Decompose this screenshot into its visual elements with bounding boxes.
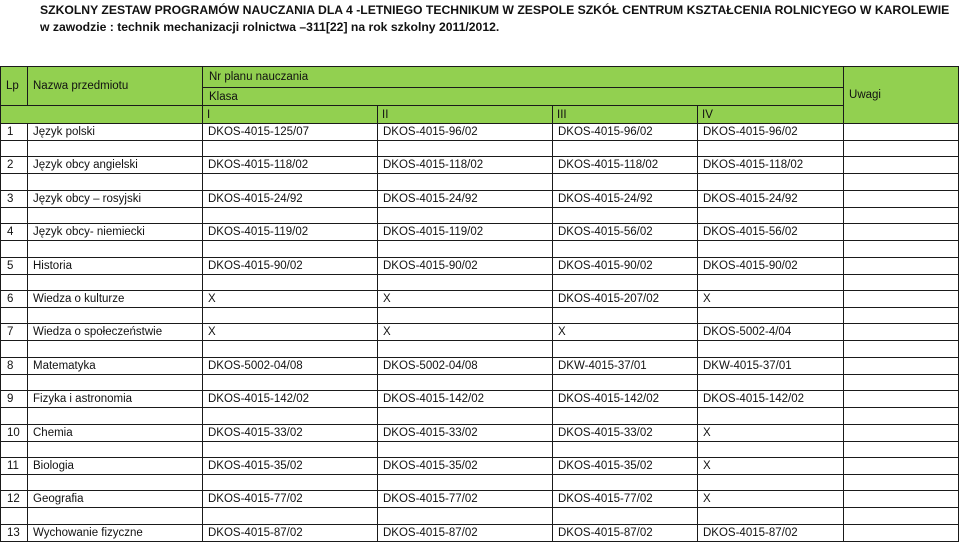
row-subject: Język polski bbox=[28, 124, 203, 141]
row-class-ii-plan: DKOS-4015-118/02 bbox=[378, 157, 553, 174]
spacer-cell bbox=[844, 474, 959, 490]
header-notes: Uwagi bbox=[844, 67, 959, 124]
table-row bbox=[1, 224, 959, 241]
spacer-cell bbox=[553, 274, 698, 290]
spacer-cell bbox=[28, 307, 203, 323]
spacer-cell bbox=[698, 141, 844, 157]
row-subject: Język obcy- niemiecki bbox=[28, 224, 203, 241]
spacer-cell bbox=[844, 241, 959, 257]
spacer-cell bbox=[203, 307, 378, 323]
row-class-iii-plan: DKOS-4015-142/02 bbox=[553, 391, 698, 408]
spacer-cell bbox=[1, 307, 28, 323]
spacer-cell bbox=[1, 207, 28, 223]
table-row bbox=[1, 424, 959, 441]
spacer-cell bbox=[553, 408, 698, 424]
spacer-cell bbox=[378, 341, 553, 357]
row-class-iii-plan: DKOS-4015-90/02 bbox=[553, 257, 698, 274]
row-class-iv-plan: X bbox=[698, 457, 844, 474]
row-lp: 5 bbox=[1, 257, 28, 274]
row-notes bbox=[844, 190, 959, 207]
header-class-iv: IV bbox=[698, 106, 844, 124]
spacer-cell bbox=[553, 141, 698, 157]
spacer-cell bbox=[28, 274, 203, 290]
row-class-iii-plan: DKOS-4015-24/92 bbox=[553, 190, 698, 207]
row-class-i-plan: DKOS-4015-33/02 bbox=[203, 424, 378, 441]
table-spacer-row bbox=[1, 241, 959, 257]
spacer-cell bbox=[378, 207, 553, 223]
row-notes bbox=[844, 524, 959, 541]
row-subject: Geografia bbox=[28, 491, 203, 508]
row-notes bbox=[844, 324, 959, 341]
row-lp: 7 bbox=[1, 324, 28, 341]
row-subject: Język obcy – rosyjski bbox=[28, 190, 203, 207]
row-lp: 3 bbox=[1, 190, 28, 207]
row-class-i-plan: DKOS-4015-119/02 bbox=[203, 224, 378, 241]
spacer-cell bbox=[553, 374, 698, 390]
spacer-cell bbox=[553, 474, 698, 490]
row-subject: Historia bbox=[28, 257, 203, 274]
header-class-i: I bbox=[203, 106, 378, 124]
row-class-iii-plan: DKOS-4015-207/02 bbox=[553, 290, 698, 307]
spacer-cell bbox=[28, 174, 203, 190]
spacer-cell bbox=[378, 374, 553, 390]
table-row bbox=[1, 124, 959, 141]
spacer-cell bbox=[203, 441, 378, 457]
row-notes bbox=[844, 224, 959, 241]
table-row bbox=[1, 491, 959, 508]
row-subject: Fizyka i astronomia bbox=[28, 391, 203, 408]
spacer-cell bbox=[698, 241, 844, 257]
row-lp: 4 bbox=[1, 224, 28, 241]
row-subject: Chemia bbox=[28, 424, 203, 441]
row-notes bbox=[844, 457, 959, 474]
table-row bbox=[1, 391, 959, 408]
row-lp: 12 bbox=[1, 491, 28, 508]
spacer-cell bbox=[844, 441, 959, 457]
row-class-ii-plan: X bbox=[378, 324, 553, 341]
spacer-cell bbox=[378, 307, 553, 323]
row-notes bbox=[844, 290, 959, 307]
row-class-ii-plan: X bbox=[378, 290, 553, 307]
spacer-cell bbox=[28, 141, 203, 157]
header-title-line-1: SZKOLNY ZESTAW PROGRAMÓW NAUCZANIA DLA 4 -LETNIEGO TECHNIKUM W ZESPOLE SZKÓŁ CENTRUM KSZTAŁCENIA ROLNICYEGO W KAROLEWIE bbox=[40, 3, 950, 17]
spacer-cell bbox=[378, 241, 553, 257]
row-class-i-plan: DKOS-5002-04/08 bbox=[203, 357, 378, 374]
row-subject: Język obcy angielski bbox=[28, 157, 203, 174]
header-title-line-2: w zawodzie : technik mechanizacji rolnictwa –311[22] na rok szkolny 2011/2012. bbox=[40, 20, 500, 34]
spacer-cell bbox=[844, 141, 959, 157]
row-lp: 10 bbox=[1, 424, 28, 441]
spacer-cell bbox=[698, 174, 844, 190]
table-spacer-row bbox=[1, 474, 959, 490]
curriculum-table bbox=[0, 66, 959, 542]
table-row bbox=[1, 357, 959, 374]
table-spacer-row bbox=[1, 174, 959, 190]
spacer-cell bbox=[698, 307, 844, 323]
spacer-cell bbox=[844, 307, 959, 323]
row-class-i-plan: DKOS-4015-35/02 bbox=[203, 457, 378, 474]
spacer-cell bbox=[1, 408, 28, 424]
row-class-iii-plan: DKOS-4015-33/02 bbox=[553, 424, 698, 441]
row-notes bbox=[844, 124, 959, 141]
row-class-ii-plan: DKOS-4015-77/02 bbox=[378, 491, 553, 508]
table-row bbox=[1, 290, 959, 307]
header-class-iii: III bbox=[553, 106, 698, 124]
row-class-iv-plan: DKOS-4015-142/02 bbox=[698, 391, 844, 408]
row-notes bbox=[844, 391, 959, 408]
row-subject: Biologia bbox=[28, 457, 203, 474]
row-class-iii-plan: X bbox=[553, 324, 698, 341]
table-spacer-row bbox=[1, 374, 959, 390]
spacer-cell bbox=[1, 341, 28, 357]
spacer-cell bbox=[378, 274, 553, 290]
spacer-cell bbox=[203, 341, 378, 357]
row-class-iv-plan: DKOS-4015-56/02 bbox=[698, 224, 844, 241]
row-class-iii-plan: DKOS-4015-118/02 bbox=[553, 157, 698, 174]
row-class-iv-plan: DKOS-5002-4/04 bbox=[698, 324, 844, 341]
spacer-cell bbox=[28, 508, 203, 524]
row-class-iii-plan: DKOS-4015-87/02 bbox=[553, 524, 698, 541]
row-class-ii-plan: DKOS-4015-24/92 bbox=[378, 190, 553, 207]
spacer-cell bbox=[203, 508, 378, 524]
spacer-cell bbox=[28, 408, 203, 424]
row-class-i-plan: DKOS-4015-125/07 bbox=[203, 124, 378, 141]
spacer-cell bbox=[1, 374, 28, 390]
header-blank bbox=[1, 106, 203, 124]
row-notes bbox=[844, 491, 959, 508]
spacer-cell bbox=[698, 408, 844, 424]
table-row bbox=[1, 190, 959, 207]
spacer-cell bbox=[553, 341, 698, 357]
row-class-ii-plan: DKOS-4015-96/02 bbox=[378, 124, 553, 141]
spacer-cell bbox=[553, 174, 698, 190]
table-row bbox=[1, 457, 959, 474]
spacer-cell bbox=[28, 441, 203, 457]
row-class-iii-plan: DKOS-4015-56/02 bbox=[553, 224, 698, 241]
table-row bbox=[1, 324, 959, 341]
spacer-cell bbox=[378, 174, 553, 190]
row-class-i-plan: X bbox=[203, 290, 378, 307]
spacer-cell bbox=[553, 307, 698, 323]
row-class-iv-plan: DKOS-4015-118/02 bbox=[698, 157, 844, 174]
spacer-cell bbox=[203, 474, 378, 490]
spacer-cell bbox=[1, 474, 28, 490]
row-lp: 11 bbox=[1, 457, 28, 474]
row-class-i-plan: DKOS-4015-77/02 bbox=[203, 491, 378, 508]
row-class-iv-plan: X bbox=[698, 491, 844, 508]
row-class-i-plan: X bbox=[203, 324, 378, 341]
table-body bbox=[1, 124, 959, 542]
row-class-iii-plan: DKOS-4015-96/02 bbox=[553, 124, 698, 141]
spacer-cell bbox=[844, 174, 959, 190]
document-header bbox=[40, 2, 950, 36]
row-subject: Wiedza o kulturze bbox=[28, 290, 203, 307]
spacer-cell bbox=[698, 274, 844, 290]
row-class-ii-plan: DKOS-4015-90/02 bbox=[378, 257, 553, 274]
spacer-cell bbox=[203, 241, 378, 257]
spacer-cell bbox=[28, 207, 203, 223]
row-class-ii-plan: DKOS-4015-87/02 bbox=[378, 524, 553, 541]
spacer-cell bbox=[698, 441, 844, 457]
spacer-cell bbox=[698, 207, 844, 223]
row-class-ii-plan: DKOS-4015-35/02 bbox=[378, 457, 553, 474]
row-class-iv-plan: X bbox=[698, 424, 844, 441]
row-class-i-plan: DKOS-4015-90/02 bbox=[203, 257, 378, 274]
spacer-cell bbox=[844, 408, 959, 424]
spacer-cell bbox=[378, 408, 553, 424]
table-spacer-row bbox=[1, 307, 959, 323]
header-class-ii: II bbox=[378, 106, 553, 124]
table-row bbox=[1, 257, 959, 274]
row-notes bbox=[844, 357, 959, 374]
table-row bbox=[1, 157, 959, 174]
row-class-ii-plan: DKOS-5002-04/08 bbox=[378, 357, 553, 374]
row-class-iv-plan: DKOS-4015-90/02 bbox=[698, 257, 844, 274]
spacer-cell bbox=[553, 241, 698, 257]
spacer-cell bbox=[844, 341, 959, 357]
row-class-iii-plan: DKOS-4015-77/02 bbox=[553, 491, 698, 508]
spacer-cell bbox=[1, 274, 28, 290]
spacer-cell bbox=[378, 141, 553, 157]
row-class-ii-plan: DKOS-4015-33/02 bbox=[378, 424, 553, 441]
spacer-cell bbox=[553, 508, 698, 524]
spacer-cell bbox=[28, 241, 203, 257]
row-lp: 6 bbox=[1, 290, 28, 307]
spacer-cell bbox=[378, 508, 553, 524]
row-class-iv-plan: DKOS-4015-24/92 bbox=[698, 190, 844, 207]
row-class-iii-plan: DKOS-4015-35/02 bbox=[553, 457, 698, 474]
row-subject: Wychowanie fizyczne bbox=[28, 524, 203, 541]
row-notes bbox=[844, 424, 959, 441]
spacer-cell bbox=[844, 508, 959, 524]
spacer-cell bbox=[378, 474, 553, 490]
row-lp: 13 bbox=[1, 524, 28, 541]
spacer-cell bbox=[1, 508, 28, 524]
spacer-cell bbox=[1, 241, 28, 257]
spacer-cell bbox=[698, 374, 844, 390]
row-class-ii-plan: DKOS-4015-119/02 bbox=[378, 224, 553, 241]
header-plan-number: Nr planu nauczania bbox=[203, 67, 844, 88]
table-spacer-row bbox=[1, 441, 959, 457]
row-class-i-plan: DKOS-4015-87/02 bbox=[203, 524, 378, 541]
table-spacer-row bbox=[1, 274, 959, 290]
spacer-cell bbox=[1, 441, 28, 457]
spacer-cell bbox=[553, 207, 698, 223]
row-lp: 1 bbox=[1, 124, 28, 141]
spacer-cell bbox=[203, 408, 378, 424]
table-spacer-row bbox=[1, 207, 959, 223]
spacer-cell bbox=[203, 274, 378, 290]
row-subject: Matematyka bbox=[28, 357, 203, 374]
spacer-cell bbox=[28, 341, 203, 357]
spacer-cell bbox=[698, 474, 844, 490]
row-class-iv-plan: DKW-4015-37/01 bbox=[698, 357, 844, 374]
row-class-i-plan: DKOS-4015-142/02 bbox=[203, 391, 378, 408]
spacer-cell bbox=[844, 207, 959, 223]
table-spacer-row bbox=[1, 508, 959, 524]
spacer-cell bbox=[844, 374, 959, 390]
spacer-cell bbox=[203, 207, 378, 223]
row-class-iv-plan: DKOS-4015-96/02 bbox=[698, 124, 844, 141]
spacer-cell bbox=[1, 174, 28, 190]
header-class: Klasa bbox=[203, 88, 844, 106]
row-class-ii-plan: DKOS-4015-142/02 bbox=[378, 391, 553, 408]
spacer-cell bbox=[698, 508, 844, 524]
row-class-iv-plan: X bbox=[698, 290, 844, 307]
header-subject-name: Nazwa przedmiotu bbox=[28, 67, 203, 106]
row-class-i-plan: DKOS-4015-24/92 bbox=[203, 190, 378, 207]
row-class-iii-plan: DKW-4015-37/01 bbox=[553, 357, 698, 374]
spacer-cell bbox=[28, 374, 203, 390]
spacer-cell bbox=[378, 441, 553, 457]
row-notes bbox=[844, 157, 959, 174]
spacer-cell bbox=[1, 141, 28, 157]
table-row bbox=[1, 524, 959, 541]
table-spacer-row bbox=[1, 408, 959, 424]
row-notes bbox=[844, 257, 959, 274]
spacer-cell bbox=[203, 141, 378, 157]
row-lp: 2 bbox=[1, 157, 28, 174]
table-spacer-row bbox=[1, 341, 959, 357]
header-lp: Lp bbox=[1, 67, 28, 106]
row-class-i-plan: DKOS-4015-118/02 bbox=[203, 157, 378, 174]
table-header bbox=[1, 67, 959, 124]
spacer-cell bbox=[203, 374, 378, 390]
spacer-cell bbox=[698, 341, 844, 357]
row-subject: Wiedza o społeczeństwie bbox=[28, 324, 203, 341]
spacer-cell bbox=[844, 274, 959, 290]
table-spacer-row bbox=[1, 141, 959, 157]
spacer-cell bbox=[203, 174, 378, 190]
spacer-cell bbox=[28, 474, 203, 490]
spacer-cell bbox=[553, 441, 698, 457]
row-lp: 9 bbox=[1, 391, 28, 408]
row-class-iv-plan: DKOS-4015-87/02 bbox=[698, 524, 844, 541]
row-lp: 8 bbox=[1, 357, 28, 374]
